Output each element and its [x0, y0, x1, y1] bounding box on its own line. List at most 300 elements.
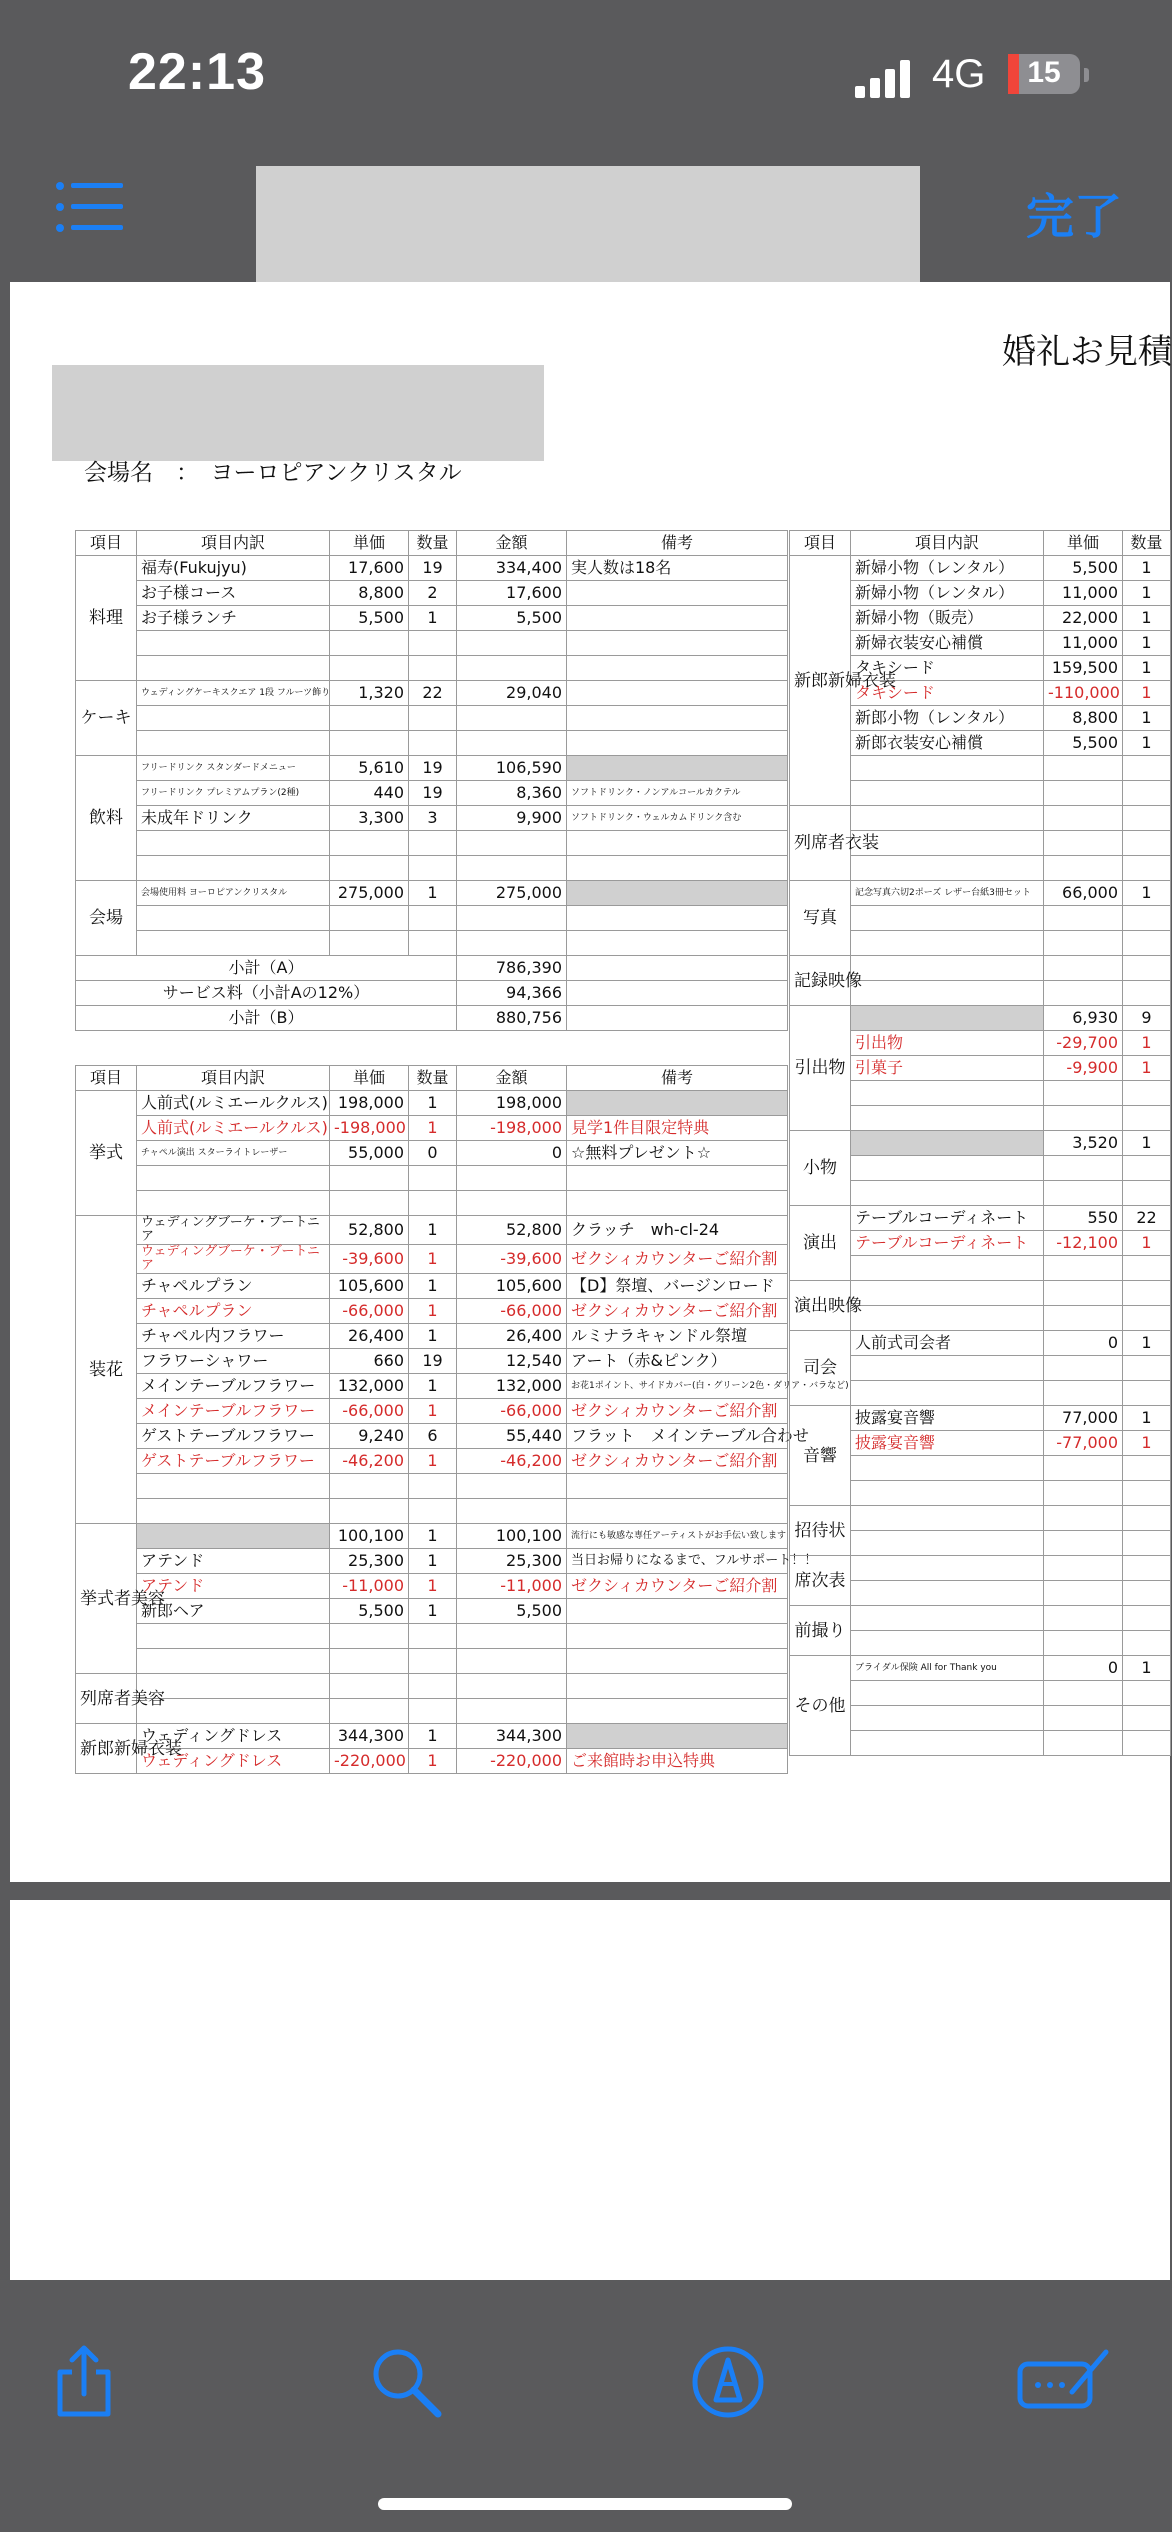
- detail-cell: 人前式司会者: [851, 1331, 1044, 1356]
- detail-cell: タキシード: [851, 681, 1044, 706]
- amount-cell: 52,800: [457, 1216, 567, 1245]
- amount-cell: -46,200: [457, 1449, 567, 1474]
- note-cell: ゼクシィカウンターご紹介割: [567, 1299, 788, 1324]
- qty-cell: 1: [1123, 1406, 1171, 1431]
- table-row: [76, 1274, 788, 1299]
- table-row: [76, 1599, 788, 1624]
- table-row: [76, 1474, 788, 1499]
- detail-cell: フラワーシャワー: [137, 1349, 330, 1374]
- price-cell: 440: [330, 781, 409, 806]
- amount-cell: 334,400: [457, 556, 567, 581]
- qty-cell: 1: [409, 606, 457, 631]
- price-cell: 17,600: [330, 556, 409, 581]
- qty-cell: 1: [409, 1216, 457, 1245]
- amount-cell: 105,600: [457, 1274, 567, 1299]
- amount-cell: 0: [457, 1141, 567, 1166]
- table-row: [76, 1399, 788, 1424]
- detail-cell: テーブルコーディネート: [851, 1206, 1044, 1231]
- table-row: [790, 1606, 1171, 1631]
- note-cell: ゼクシィカウンターご紹介割: [567, 1245, 788, 1274]
- table-row: [76, 631, 788, 656]
- table-row: [76, 1191, 788, 1216]
- service-charge-amount: 94,366: [457, 981, 567, 1006]
- price-cell: 5,500: [1044, 731, 1123, 756]
- redacted-detail: [851, 1131, 1044, 1156]
- category-cell: 新郎新婦衣装: [790, 556, 851, 806]
- table-row: [76, 1141, 788, 1166]
- qty-cell: 1: [409, 881, 457, 906]
- note-cell: ソフトドリンク・ウェルカムドリンク含む: [567, 806, 788, 831]
- price-cell: 8,800: [330, 581, 409, 606]
- amount-cell: -39,600: [457, 1245, 567, 1274]
- detail-cell: 新婦小物（販売）: [851, 606, 1044, 631]
- price-cell: -66,000: [330, 1299, 409, 1324]
- battery-level: 15: [1027, 56, 1061, 89]
- note-cell: 流行にも敏感な専任アーティストがお手伝い致します: [567, 1524, 788, 1549]
- category-cell: その他: [790, 1656, 851, 1756]
- header-amount: 金額: [457, 1066, 567, 1091]
- amount-cell: 275,000: [457, 881, 567, 906]
- note-cell: ソフトドリンク・ノンアルコールカクテル: [567, 781, 788, 806]
- table-row: [790, 1206, 1171, 1231]
- qty-cell: 1: [1123, 1031, 1171, 1056]
- qty-cell: 3: [409, 806, 457, 831]
- qty-cell: 1: [1123, 656, 1171, 681]
- qty-cell: 1: [1123, 1231, 1171, 1256]
- document-title: 婚礼お見積: [1002, 332, 1172, 372]
- header-detail: 項目内訳: [851, 531, 1044, 556]
- category-cell: 記録映像: [790, 956, 851, 1006]
- price-cell: -12,100: [1044, 1231, 1123, 1256]
- header-amount: 金額: [457, 531, 567, 556]
- amount-cell: 29,040: [457, 681, 567, 706]
- amount-cell: -198,000: [457, 1116, 567, 1141]
- price-cell: 5,610: [330, 756, 409, 781]
- detail-cell: チャペルプラン: [137, 1299, 330, 1324]
- category-cell: 挙式: [76, 1091, 137, 1216]
- redacted-block: [52, 365, 544, 461]
- category-cell: 招待状: [790, 1506, 851, 1556]
- detail-cell: 新婦小物（レンタル）: [851, 581, 1044, 606]
- amount-cell: 9,900: [457, 806, 567, 831]
- price-cell: 3,300: [330, 806, 409, 831]
- detail-cell: フリードリンク プレミアムプラン(2種): [137, 781, 330, 806]
- price-cell: 8,800: [1044, 706, 1123, 731]
- qty-cell: 1: [1123, 1131, 1171, 1156]
- table-row: [76, 706, 788, 731]
- table-row: [76, 556, 788, 581]
- subtotal-row: [76, 981, 788, 1006]
- detail-cell: ウェディングブーケ・ブートニア: [137, 1216, 330, 1245]
- note-cell: 見学1件目限定特典: [567, 1116, 788, 1141]
- amount-cell: 198,000: [457, 1091, 567, 1116]
- qty-cell: 1: [409, 1324, 457, 1349]
- battery-tip: [1084, 68, 1089, 82]
- price-cell: -46,200: [330, 1449, 409, 1474]
- table-row: [76, 1624, 788, 1649]
- price-cell: 11,000: [1044, 631, 1123, 656]
- note-cell: [567, 681, 788, 706]
- redacted-note: [567, 1091, 788, 1116]
- note-cell: 【D】祭壇、バージンロード: [567, 1274, 788, 1299]
- table-row: [76, 1424, 788, 1449]
- qty-cell: 1: [1123, 556, 1171, 581]
- qty-cell: 1: [1123, 581, 1171, 606]
- qty-cell: 1: [409, 1245, 457, 1274]
- detail-cell: ウェディングブーケ・ブートニア: [137, 1245, 330, 1274]
- table-row: [76, 1299, 788, 1324]
- subtotal-label: 小計（B）: [76, 1006, 457, 1031]
- amount-cell: 106,590: [457, 756, 567, 781]
- table-row: [790, 1006, 1171, 1031]
- qty-cell: 1: [1123, 1656, 1171, 1681]
- price-cell: 66,000: [1044, 881, 1123, 906]
- search-icon[interactable]: [366, 2342, 446, 2422]
- price-cell: 22,000: [1044, 606, 1123, 631]
- qty-cell: 22: [409, 681, 457, 706]
- category-cell: 挙式者美容: [76, 1524, 137, 1674]
- qty-cell: 19: [409, 1349, 457, 1374]
- category-cell: 新郎新婦衣装: [76, 1724, 137, 1774]
- table-row: [790, 806, 1171, 831]
- detail-cell: 新郎ヘア: [137, 1599, 330, 1624]
- category-cell: 前撮り: [790, 1606, 851, 1656]
- note-cell: クラッチ wh-cl-24: [567, 1216, 788, 1245]
- subtotal-row: [76, 956, 788, 981]
- header-detail: 項目内訳: [137, 531, 330, 556]
- status-time: 22:13: [128, 43, 266, 101]
- detail-cell: タキシード: [851, 656, 1044, 681]
- note-cell: お花1ポイント、サイドカバー(白・グリーン2色・ダリア・バラなど): [567, 1374, 788, 1399]
- table-row: [76, 1724, 788, 1749]
- price-cell: 198,000: [330, 1091, 409, 1116]
- header-price: 単価: [330, 1066, 409, 1091]
- subtotal-row: [76, 1006, 788, 1031]
- note-cell: [567, 1599, 788, 1624]
- table-row: [790, 881, 1171, 906]
- price-cell: 344,300: [330, 1724, 409, 1749]
- amount-cell: 5,500: [457, 1599, 567, 1624]
- subtotal-amount: 880,756: [457, 1006, 567, 1031]
- qty-cell: 1: [409, 1399, 457, 1424]
- category-cell: 列席者衣装: [790, 806, 851, 881]
- amount-cell: 100,100: [457, 1524, 567, 1549]
- amount-cell: 12,540: [457, 1349, 567, 1374]
- table-row: [76, 1216, 788, 1245]
- price-cell: 132,000: [330, 1374, 409, 1399]
- table-row: [76, 1699, 788, 1724]
- document-page: [10, 282, 1170, 1882]
- qty-cell: 1: [1123, 1056, 1171, 1081]
- qty-cell: 2: [409, 581, 457, 606]
- table-row: [76, 1449, 788, 1474]
- qty-cell: 19: [409, 556, 457, 581]
- qty-cell: 19: [409, 781, 457, 806]
- qty-cell: 1: [1123, 1331, 1171, 1356]
- battery-icon: [1008, 54, 1080, 94]
- detail-cell: チャペル内フラワー: [137, 1324, 330, 1349]
- category-cell: 席次表: [790, 1556, 851, 1606]
- detail-cell: 新婦小物（レンタル）: [851, 556, 1044, 581]
- detail-cell: メインテーブルフラワー: [137, 1374, 330, 1399]
- detail-cell: ブライダル保険 All for Thank you: [851, 1656, 1044, 1681]
- price-cell: 550: [1044, 1206, 1123, 1231]
- detail-cell: 会場使用料 ヨーロピアンクリスタル: [137, 881, 330, 906]
- table-row: [76, 1091, 788, 1116]
- table-row: [790, 956, 1171, 981]
- detail-cell: チャペル演出 スターライトレーザー: [137, 1141, 330, 1166]
- document-page-2: [10, 1900, 1170, 2280]
- table-row: [76, 1324, 788, 1349]
- category-cell: 音響: [790, 1406, 851, 1506]
- redacted-detail: [851, 1006, 1044, 1031]
- price-cell: 52,800: [330, 1216, 409, 1245]
- note-cell: ゼクシィカウンターご紹介割: [567, 1574, 788, 1599]
- header-qty: 数量: [409, 1066, 457, 1091]
- share-icon[interactable]: [44, 2342, 124, 2422]
- table-row: [76, 1166, 788, 1191]
- home-indicator: [378, 2498, 792, 2510]
- subtotal-amount: 786,390: [457, 956, 567, 981]
- table-row: [76, 1524, 788, 1549]
- price-cell: -77,000: [1044, 1431, 1123, 1456]
- detail-cell: メインテーブルフラワー: [137, 1399, 330, 1424]
- qty-cell: 1: [409, 1299, 457, 1324]
- detail-cell: 未成年ドリンク: [137, 806, 330, 831]
- amount-cell: 17,600: [457, 581, 567, 606]
- header-qty: 数量: [1123, 531, 1171, 556]
- qty-cell: 1: [409, 1599, 457, 1624]
- amount-cell: 344,300: [457, 1724, 567, 1749]
- category-cell: 飲料: [76, 756, 137, 881]
- table-row: [790, 1556, 1171, 1581]
- table-row: [76, 1116, 788, 1141]
- note-cell: [567, 581, 788, 606]
- amount-cell: -11,000: [457, 1574, 567, 1599]
- price-cell: 26,400: [330, 1324, 409, 1349]
- qty-cell: 1: [1123, 606, 1171, 631]
- note-cell: ゼクシィカウンターご紹介割: [567, 1449, 788, 1474]
- amount-cell: 5,500: [457, 606, 567, 631]
- amount-cell: 26,400: [457, 1324, 567, 1349]
- detail-cell: 人前式(ルミエールクルス): [137, 1091, 330, 1116]
- category-cell: 装花: [76, 1216, 137, 1524]
- header-qty: 数量: [409, 531, 457, 556]
- estimate-table-right: [789, 530, 1171, 1756]
- price-cell: 3,520: [1044, 1131, 1123, 1156]
- qty-cell: 1: [409, 1724, 457, 1749]
- redacted-detail: [137, 1524, 330, 1549]
- redacted-note: [567, 756, 788, 781]
- qty-cell: 6: [409, 1424, 457, 1449]
- table-row: [790, 1331, 1171, 1356]
- price-cell: -198,000: [330, 1116, 409, 1141]
- table-row: [76, 656, 788, 681]
- table-row: [790, 1131, 1171, 1156]
- note-cell: ルミナラキャンドル祭壇: [567, 1324, 788, 1349]
- detail-cell: 新郎衣装安心補償: [851, 731, 1044, 756]
- category-cell: 小物: [790, 1131, 851, 1206]
- note-cell: ☆無料プレゼント☆: [567, 1141, 788, 1166]
- qty-cell: 1: [409, 1749, 457, 1774]
- price-cell: -39,600: [330, 1245, 409, 1274]
- detail-cell: 新婦衣装安心補償: [851, 631, 1044, 656]
- detail-cell: ゲストテーブルフラワー: [137, 1449, 330, 1474]
- amount-cell: 8,360: [457, 781, 567, 806]
- table-row: [76, 881, 788, 906]
- table-row: [76, 1649, 788, 1674]
- category-cell: 写真: [790, 881, 851, 956]
- table-row: [76, 1349, 788, 1374]
- price-cell: 1,320: [330, 681, 409, 706]
- amount-cell: -66,000: [457, 1299, 567, 1324]
- header-item: 項目: [76, 1066, 137, 1091]
- table-row: [790, 1281, 1171, 1306]
- qty-cell: 22: [1123, 1206, 1171, 1231]
- amount-cell: 25,300: [457, 1549, 567, 1574]
- table-row: [76, 1549, 788, 1574]
- category-cell: 会場: [76, 881, 137, 956]
- amount-cell: 132,000: [457, 1374, 567, 1399]
- detail-cell: お子様コース: [137, 581, 330, 606]
- price-cell: 9,240: [330, 1424, 409, 1449]
- table-row: [76, 931, 788, 956]
- table-row: [76, 606, 788, 631]
- qty-cell: 1: [1123, 631, 1171, 656]
- table-row: [76, 1374, 788, 1399]
- price-cell: -29,700: [1044, 1031, 1123, 1056]
- table-row: [76, 731, 788, 756]
- price-cell: 100,100: [330, 1524, 409, 1549]
- table-row: [76, 756, 788, 781]
- list-icon[interactable]: [55, 180, 123, 234]
- detail-cell: 新郎小物（レンタル）: [851, 706, 1044, 731]
- table-row: [76, 1574, 788, 1599]
- note-cell: 実人数は18名: [567, 556, 788, 581]
- table-row: [76, 581, 788, 606]
- qty-cell: 1: [1123, 706, 1171, 731]
- redacted-note: [567, 1724, 788, 1749]
- category-cell: 列席者美容: [76, 1674, 137, 1724]
- price-cell: 77,000: [1044, 1406, 1123, 1431]
- detail-cell: 引出物: [851, 1031, 1044, 1056]
- category-cell: 引出物: [790, 1006, 851, 1131]
- network-type: 4G: [932, 52, 986, 96]
- detail-cell: 人前式(ルミエールクルス): [137, 1116, 330, 1141]
- category-cell: 料理: [76, 556, 137, 681]
- table-row: [790, 1406, 1171, 1431]
- table-row: [790, 1656, 1171, 1681]
- done-button[interactable]: 完了: [1025, 189, 1122, 245]
- header-note: 備考: [567, 531, 788, 556]
- detail-cell: 披露宴音響: [851, 1406, 1044, 1431]
- header-price: 単価: [330, 531, 409, 556]
- price-cell: 55,000: [330, 1141, 409, 1166]
- markup-icon[interactable]: [688, 2342, 768, 2422]
- qty-cell: 0: [409, 1141, 457, 1166]
- table-row: [76, 856, 788, 881]
- detail-cell: 披露宴音響: [851, 1431, 1044, 1456]
- detail-cell: ゲストテーブルフラワー: [137, 1424, 330, 1449]
- detail-cell: ウェディングケーキスクエア 1段 フルーツ飾り: [137, 681, 330, 706]
- venue-label: 会場名 ： ヨーロピアンクリスタル: [84, 460, 462, 486]
- header-item: 項目: [76, 531, 137, 556]
- signature-icon[interactable]: [1016, 2342, 1112, 2422]
- qty-cell: 1: [1123, 731, 1171, 756]
- header-item: 項目: [790, 531, 851, 556]
- note-cell: [567, 606, 788, 631]
- note-cell: アート（赤&ピンク）: [567, 1349, 788, 1374]
- bottom-toolbar: [0, 2282, 1170, 2532]
- note-cell: ご来館時お申込特典: [567, 1749, 788, 1774]
- detail-cell: チャペルプラン: [137, 1274, 330, 1299]
- price-cell: 0: [1044, 1656, 1123, 1681]
- table-row: [76, 906, 788, 931]
- redacted-note: [567, 881, 788, 906]
- qty-cell: 1: [409, 1374, 457, 1399]
- cellular-signal-icon: [855, 58, 915, 98]
- price-cell: 660: [330, 1349, 409, 1374]
- detail-cell: お子様ランチ: [137, 606, 330, 631]
- category-cell: 演出映像: [790, 1281, 851, 1331]
- detail-cell: アテンド: [137, 1574, 330, 1599]
- category-cell: 司会: [790, 1331, 851, 1406]
- qty-cell: 1: [409, 1549, 457, 1574]
- subtotal-label: 小計（A）: [76, 956, 457, 981]
- detail-cell: 福寿(Fukujyu): [137, 556, 330, 581]
- price-cell: -9,900: [1044, 1056, 1123, 1081]
- header-detail: 項目内訳: [137, 1066, 330, 1091]
- note-cell: ゼクシィカウンターご紹介割: [567, 1399, 788, 1424]
- detail-cell: 引菓子: [851, 1056, 1044, 1081]
- price-cell: 105,600: [330, 1274, 409, 1299]
- price-cell: 6,930: [1044, 1006, 1123, 1031]
- qty-cell: 9: [1123, 1006, 1171, 1031]
- service-charge-label: サービス料（小計Aの12%）: [76, 981, 457, 1006]
- note-cell: 当日お帰りになるまで、フルサポート！！: [567, 1549, 788, 1574]
- price-cell: 5,500: [1044, 556, 1123, 581]
- table-row: [76, 831, 788, 856]
- table-row: [76, 1749, 788, 1774]
- status-bar: [0, 0, 1170, 150]
- redacted-title: [256, 166, 920, 286]
- qty-cell: 1: [409, 1449, 457, 1474]
- table-row: [76, 681, 788, 706]
- qty-cell: 1: [1123, 881, 1171, 906]
- qty-cell: 1: [409, 1091, 457, 1116]
- table-row: [76, 1674, 788, 1699]
- amount-cell: -66,000: [457, 1399, 567, 1424]
- note-cell: フラット メインテーブル合わせ: [567, 1424, 788, 1449]
- price-cell: 275,000: [330, 881, 409, 906]
- qty-cell: 1: [1123, 681, 1171, 706]
- qty-cell: 19: [409, 756, 457, 781]
- header-note: 備考: [567, 1066, 788, 1091]
- table-row: [790, 556, 1171, 581]
- price-cell: 0: [1044, 1331, 1123, 1356]
- category-cell: 演出: [790, 1206, 851, 1281]
- table-row: [76, 806, 788, 831]
- detail-cell: ウェディングドレス: [137, 1724, 330, 1749]
- price-cell: -66,000: [330, 1399, 409, 1424]
- qty-cell: 1: [409, 1574, 457, 1599]
- table-row: [76, 781, 788, 806]
- price-cell: 25,300: [330, 1549, 409, 1574]
- price-cell: 5,500: [330, 1599, 409, 1624]
- category-cell: ケーキ: [76, 681, 137, 756]
- amount-cell: 55,440: [457, 1424, 567, 1449]
- estimate-table-left-top: [75, 530, 788, 1031]
